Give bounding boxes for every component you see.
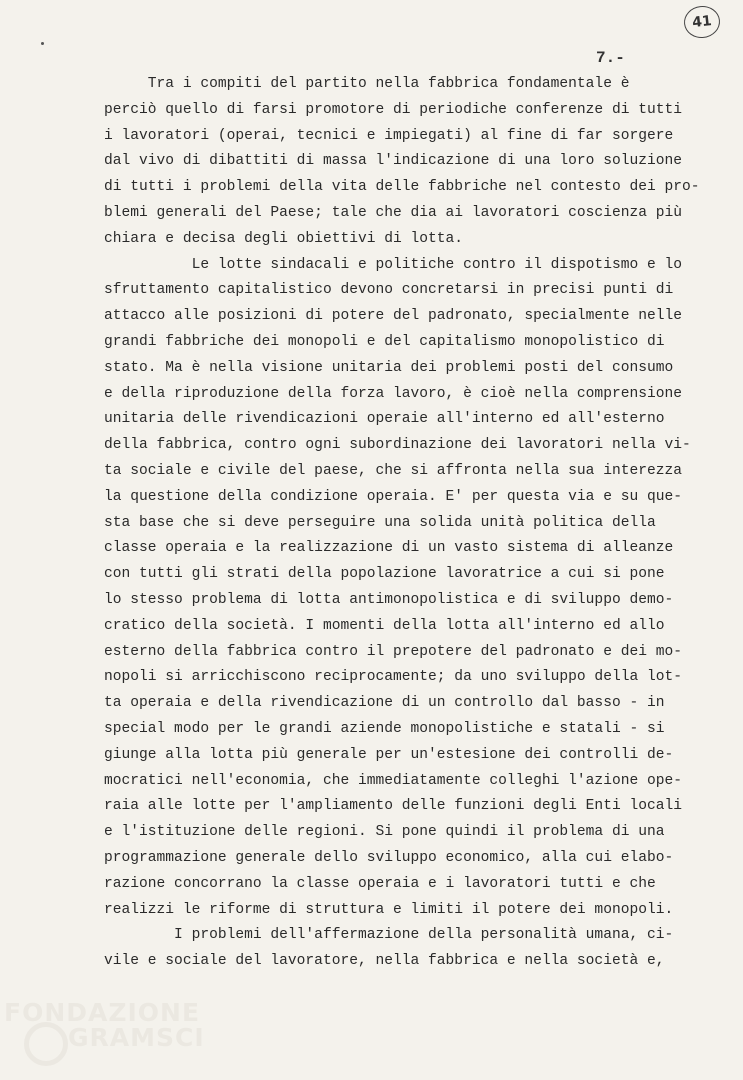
text-line: unitaria delle rivendicazioni operaie all'interno ed all'esterno xyxy=(104,411,665,428)
text-line: esterno della fabbrica contro il prepotere del padronato e dei mo- xyxy=(104,643,683,660)
text-line: stato. Ma è nella visione unitaria dei problemi posti del consumo xyxy=(104,359,674,376)
text-line: classe operaia e la realizzazione di un vasto sistema di alleanze xyxy=(104,540,674,557)
text-line: grandi fabbriche dei monopoli e del capitalismo monopolistico di xyxy=(104,333,665,350)
watermark-line-1: FONDAZIONE xyxy=(4,998,201,1027)
text-line: dal vivo di dibattiti di massa l'indicazione di una loro soluzione xyxy=(104,153,683,170)
text-line: mocratici nell'economia, che immediatamente colleghi l'azione ope- xyxy=(104,772,683,789)
text-line: programmazione generale dello sviluppo economico, alla cui elabo- xyxy=(104,849,674,866)
text-line: i lavoratori (operai, tecnici e impiegati) al fine di far sorgere xyxy=(104,127,674,144)
text-line: realizzi le riforme di struttura e limiti il potere dei monopoli. xyxy=(104,901,674,918)
text-line: e della riproduzione della forza lavoro, è cioè nella comprensione xyxy=(104,385,683,402)
watermark-line-2: GRAMSCI xyxy=(68,1023,205,1052)
text-line: attacco alle posizioni di potere del padronato, specialmente nelle xyxy=(104,308,683,325)
text-line: giunge alla lotta più generale per un'estesione dei controlli de- xyxy=(104,746,674,763)
typewritten-body xyxy=(104,72,724,975)
text-line: della fabbrica, contro ogni subordinazione dei lavoratori nella vi- xyxy=(104,437,691,454)
text-line: I problemi dell'affermazione della personalità umana, ci- xyxy=(104,927,674,944)
text-line: Le lotte sindacali e politiche contro il dispotismo e lo xyxy=(104,256,683,273)
text-line: special modo per le grandi aziende monopolistiche e statali - si xyxy=(104,720,665,737)
archive-stamp: 41 xyxy=(682,4,721,40)
text-line: cratico della società. I momenti della lotta all'interno ed allo xyxy=(104,617,665,634)
text-line: blemi generali del Paese; tale che dia ai lavoratori coscienza più xyxy=(104,204,683,221)
text-line: nopoli si arricchiscono reciprocamente; da uno sviluppo della lot- xyxy=(104,669,683,686)
text-line: sta base che si deve perseguire una solida unità politica della xyxy=(104,514,656,531)
text-line: ta sociale e civile del paese, che si affronta nella sua interezza xyxy=(104,462,683,479)
text-line: Tra i compiti del partito nella fabbrica fondamentale è xyxy=(104,76,630,92)
text-line: lo stesso problema di lotta antimonopolistica e di sviluppo demo- xyxy=(104,591,674,608)
page-number: 7.- xyxy=(596,49,625,67)
ink-speck xyxy=(41,42,44,45)
watermark xyxy=(4,1000,205,1050)
text-line: con tutti gli strati della popolazione lavoratrice a cui si pone xyxy=(104,566,665,583)
text-line: e l'istituzione delle regioni. Si pone quindi il problema di una xyxy=(104,824,665,841)
text-line: razione concorrano la classe operaia e i lavoratori tutti e che xyxy=(104,875,656,892)
text-line: la questione della condizione operaia. E' per questa via e su que- xyxy=(104,488,683,505)
text-line: perciò quello di farsi promotore di periodiche conferenze di tutti xyxy=(104,101,683,118)
text-line: ta operaia e della rivendicazione di un controllo dal basso - in xyxy=(104,695,665,712)
text-line: raia alle lotte per l'ampliamento delle funzioni degli Enti locali xyxy=(104,798,683,815)
text-line: chiara e decisa degli obiettivi di lotta. xyxy=(104,230,464,247)
text-line: sfruttamento capitalistico devono concretarsi in precisi punti di xyxy=(104,282,674,299)
text-line: vile e sociale del lavoratore, nella fabbrica e nella società e, xyxy=(104,953,665,970)
text-line: di tutti i problemi della vita delle fabbriche nel contesto dei pro- xyxy=(104,179,700,196)
